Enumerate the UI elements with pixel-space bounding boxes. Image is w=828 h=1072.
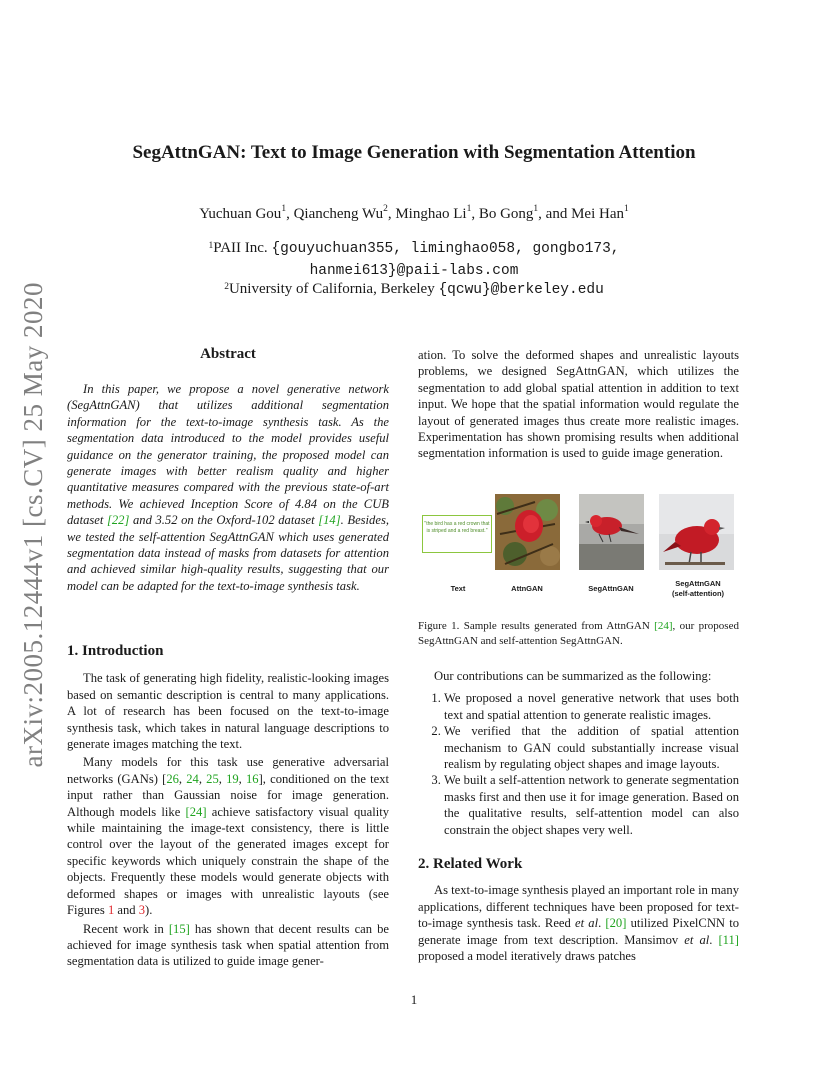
author-affil-sup: 1 [624, 204, 629, 214]
figure-link[interactable]: 1 [107, 903, 115, 918]
page-number: 1 [410, 992, 418, 1007]
text: Recent work in [83, 921, 169, 936]
citation-link[interactable]: 24 [186, 771, 199, 786]
text: ). [145, 903, 153, 918]
figure-label-text: Text [450, 584, 466, 593]
figure-1 [418, 494, 739, 604]
arxiv-stamp: arXiv:2005.12444v1 [cs.CV] 25 May 2020 [18, 282, 48, 768]
paper-title: SegAttnGAN: Text to Image Generation with Segmentation Attention [132, 142, 696, 163]
figure-caption [418, 619, 739, 649]
affil-emails-cont: hanmei613}@paii-labs.com [309, 263, 519, 279]
paragraph [67, 754, 389, 918]
text: . [709, 932, 719, 947]
right-column-intro-cont [418, 347, 739, 462]
author-list: Yuchuan Gou$^1$, Qiancheng Wu$^2$, Minghao Li$^1$, Bo Gong$^1$, and Mei Han$^1$ [199, 204, 629, 222]
text: As text-to-image synthesis played an important role in many applications, different techniques have been proposed for text-to-image synthesis task. Reed [418, 883, 739, 931]
segattngan-sample-image [579, 494, 644, 570]
list-item: 1. We proposed a novel generative network that uses both text and spatial attention to generate realistic images. [444, 690, 739, 723]
text: et al [684, 932, 710, 947]
affil-name: University of California, Berkeley [228, 281, 439, 297]
text: achieve satisfactory visual quality while maintaining the image-text consistency, there is little control over the layout of the generated images except for specific keywords which uniquely constrain the shape of the objects. Frequently these models would generate objects with deformed shapes or images with unrealistic layouts (see Figures [67, 804, 389, 918]
text-sample-box: "the bird has a red crown that is striped and a red breast." [422, 515, 492, 553]
figure-label-segattngan: SegAttnGAN [588, 584, 634, 593]
figure-label-self-attention: SegAttnGAN (self-attention) [671, 579, 725, 598]
citation-link[interactable]: [15] [168, 921, 190, 936]
text: proposed a model iteratively draws patches [418, 949, 636, 964]
author-affil-sup: 1 [466, 204, 472, 214]
text: , conditioned on the text input rather than Gaussian noise for image generation. Although models like [67, 771, 389, 819]
paragraph: ation. To solve the deformed shapes and unrealistic layouts problems, we designed SegAttnGAN, which utilizes the segmentation to add global spatial attention in addition to text input. We hope that the spatial information would regulate the layout of generated images thus create more realistic images. Experimentation has shown promising results when additional segmentation information is used to guide image generation. [418, 348, 739, 461]
citation-link[interactable]: [22] [106, 513, 130, 528]
text: and [114, 903, 139, 918]
citation-link[interactable]: 25 [206, 771, 219, 786]
author-name: Minghao Li [395, 206, 467, 222]
author-name: Bo Gong [478, 206, 534, 222]
text: Figure 1. Sample results generated from AttnGAN [418, 620, 655, 632]
citation-group: 26, 24, 25, 19, 16 [166, 771, 259, 786]
citation-link[interactable]: [24] [185, 804, 207, 819]
author-affil-sup: 1 [533, 204, 539, 214]
text: [ [162, 771, 167, 786]
contribution-list [418, 690, 739, 838]
abstract-text: . Besides, we tested the self-attention SegAttnGAN which uses generated segmentation data instead of masks from datasets for attention and achieved similar high-quality results, suggesting that our model can be adapted for the text-to-image synthesis task. [67, 513, 389, 593]
author-name: Qiancheng Wu [293, 206, 384, 222]
abstract-heading: Abstract [200, 346, 256, 362]
abstract-body [67, 381, 389, 594]
citation-link[interactable]: [24] [654, 620, 673, 632]
intro-section [67, 643, 389, 972]
affil-name: PAII Inc. [213, 240, 272, 256]
author-affil-sup: 2 [383, 204, 388, 214]
section-heading: 2. Related Work [418, 856, 523, 872]
citation-link[interactable]: 26 [166, 771, 179, 786]
affil-emails: {qcwu}@berkeley.edu [438, 282, 604, 298]
citation-link[interactable]: 19 [226, 771, 239, 786]
paragraph [418, 882, 739, 964]
affil-sup: 2 [224, 282, 229, 292]
affil-sup: 1 [208, 241, 214, 251]
citation-link[interactable]: [11] [718, 932, 739, 947]
contributions-section [418, 668, 739, 838]
list-item: 3. We built a self-attention network to generate segmentation masks first and then use it for image generation. Based on the qualitative results, self-attention model can also constrain the object shapes very well. [444, 772, 739, 838]
related-work-section [418, 856, 739, 966]
self-attention-sample-image [659, 494, 734, 570]
text: , our proposed SegAttnGAN and self-attention SegAttnGAN. [418, 620, 739, 647]
paragraph: The task of generating high fidelity, realistic-looking images based on semantic description is central to many applications. A lot of research has been focused on the text-to-image synthesis task, which takes in natural language descriptions to generate images matching the text. [67, 671, 389, 752]
affiliation-1 [0, 238, 828, 282]
author-name: Mei Han [571, 206, 624, 222]
text: utilized PixelCNN to generate image from text description. Mansimov [418, 916, 739, 947]
text: Many models for this task use generative adversarial networks (GANs) [67, 755, 389, 786]
text: et al [575, 916, 599, 931]
author-affil-sup: 1 [281, 204, 287, 214]
text: . [598, 916, 606, 931]
abstract-text: and 3.52 on the Oxford-102 dataset [129, 513, 319, 528]
list-item: 2. We verified that the addition of spatial attention mechanism to GAN could substantially increase visual realism by regulating object shapes and image layouts. [444, 723, 739, 772]
citation-link[interactable]: 16 [246, 771, 259, 786]
citation-link[interactable]: [20] [605, 916, 627, 931]
author-name: Yuchuan Gou [199, 206, 282, 222]
attngan-sample-image [495, 494, 560, 570]
section-heading: 1. Introduction [67, 643, 164, 659]
abstract-text: In this paper, we propose a novel generative network (SegAttnGAN) that utilizes additional segmentation information for the text-to-image synthesis task. As the segmentation data introduced to the model provides useful guidance on the generator training, the proposed model can generate images with better realism quality and higher quantitative measures compared with the previous state-of-art methods. We achieved Inception Score of 4.84 on the CUB dataset [67, 382, 389, 528]
figure-label-attngan: AttnGAN [511, 584, 543, 593]
paragraph: Our contributions can be summarized as the following: [434, 669, 712, 683]
affil-emails: {gouyuchuan355, liminghao058, gongbo173, [271, 241, 620, 257]
paragraph [67, 921, 389, 970]
figure-link[interactable]: 3 [138, 903, 146, 918]
citation-link[interactable]: [14] [318, 513, 341, 528]
text: has shown that decent results can be achieved for image synthesis task when spatial attention from segmentation data is utilized to guide image gener- [67, 921, 389, 969]
text: ] [258, 771, 263, 786]
affiliation-2 [0, 279, 828, 301]
